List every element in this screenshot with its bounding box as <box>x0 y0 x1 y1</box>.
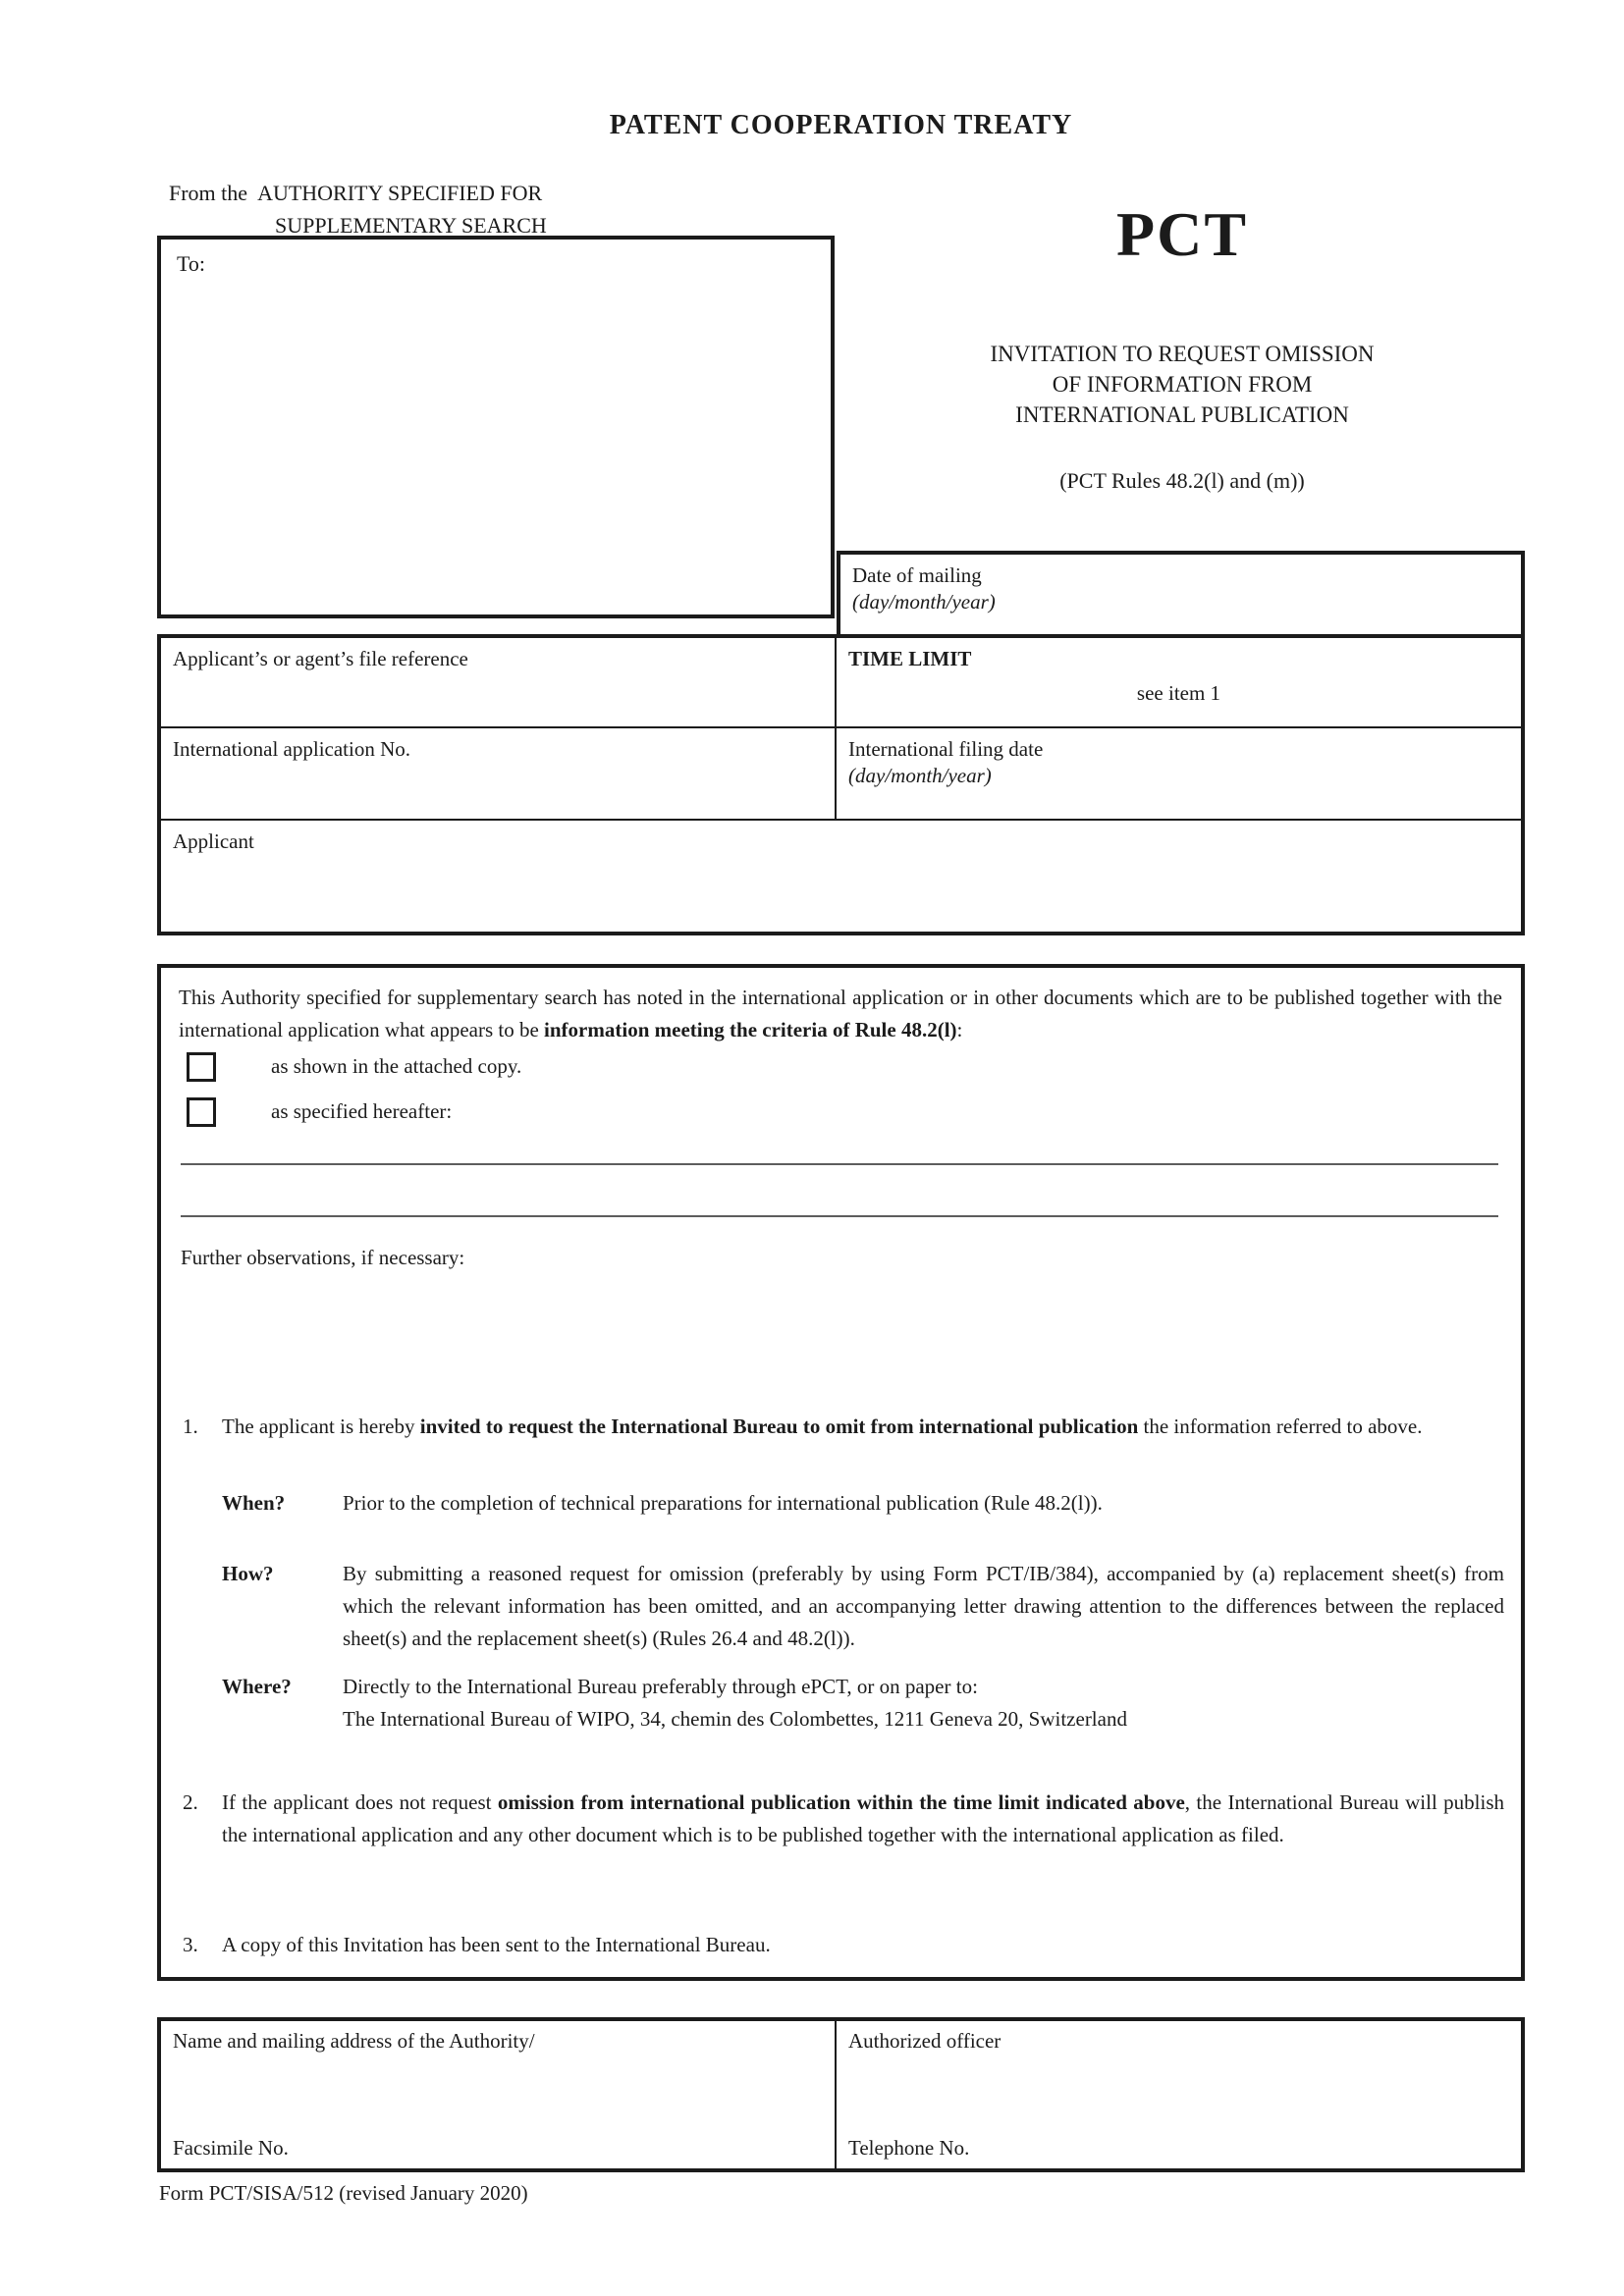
item-3-number: 3. <box>183 1933 198 1956</box>
when-text: Prior to the completion of technical preparations for international publication (Rule 48.2(l)). <box>343 1491 1103 1515</box>
item-3-text: A copy of this Invitation has been sent to the International Bureau. <box>222 1933 771 1956</box>
date-of-mailing-label: Date of mailing <box>852 563 982 587</box>
intro-text-bold: information meeting the criteria of Rule 48.2(l) <box>544 1018 957 1041</box>
to-address-box[interactable] <box>157 236 835 618</box>
signature-box <box>157 2017 1525 2172</box>
when-row <box>222 1487 1504 1520</box>
main-content-box <box>157 964 1525 1981</box>
facsimile-label: Facsimile No. <box>173 2136 289 2160</box>
form-title-line1: INVITATION TO REQUEST OMISSION <box>990 342 1375 366</box>
item-2-number: 2. <box>183 1790 198 1814</box>
international-application-no-cell[interactable] <box>161 728 837 819</box>
authority-name-line1: AUTHORITY SPECIFIED FOR <box>257 181 543 205</box>
intro-paragraph <box>179 982 1502 1046</box>
checkbox-row-attached-copy <box>187 1050 521 1083</box>
item-2-text <box>222 1787 1504 1851</box>
treaty-title: PATENT COOPERATION TREATY <box>609 110 1073 140</box>
form-number-footer: Form PCT/SISA/512 (revised January 2020) <box>159 2181 528 2205</box>
from-prefix: From the <box>169 181 248 205</box>
item-3 <box>183 1929 1504 1961</box>
where-text-line1: Directly to the International Bureau preferably through ePCT, or on paper to: <box>343 1675 978 1698</box>
time-limit-value: see item 1 <box>1136 681 1221 705</box>
item-1-text-pre: The applicant is hereby <box>222 1415 420 1438</box>
checkbox-attached-copy[interactable] <box>187 1052 216 1082</box>
pct-logo: PCT <box>1116 199 1248 269</box>
form-title-line2: OF INFORMATION FROM <box>1052 372 1313 397</box>
authority-address-label: Name and mailing address of the Authority/ <box>173 2029 535 2053</box>
when-label: When? <box>222 1491 286 1515</box>
checkbox-attached-copy-label: as shown in the attached copy. <box>271 1054 522 1078</box>
international-filing-date-cell[interactable] <box>837 728 1521 819</box>
where-text-line2: The International Bureau of WIPO, 34, chemin des Colombettes, 1211 Geneva 20, Switzerland <box>343 1707 1127 1731</box>
authority-address-cell[interactable] <box>161 2021 837 2168</box>
item-1-number: 1. <box>183 1415 198 1438</box>
international-filing-date-label: International filing date <box>848 737 1044 761</box>
blank-fill-in-line-1[interactable] <box>181 1163 1498 1165</box>
checkbox-specified-hereafter-label: as specified hereafter: <box>271 1099 453 1123</box>
telephone-label: Telephone No. <box>848 2136 970 2160</box>
intro-text-post: : <box>956 1018 963 1041</box>
where-label: Where? <box>222 1675 292 1698</box>
how-text: By submitting a reasoned request for omission (preferably by using Form PCT/IB/384), accompanied by (a) replacement sheet(s) from which the relevant information has been omitted, and an accompanying letter drawing attention to the differences between the replaced sheet(s) and the replacement sheet(s) (Rules 26.4 and 48.2(l)). <box>343 1562 1504 1650</box>
blank-fill-in-line-2[interactable] <box>181 1215 1498 1217</box>
further-observations-label: Further observations, if necessary: <box>181 1246 465 1269</box>
form-title-line3: INTERNATIONAL PUBLICATION <box>1015 402 1349 427</box>
international-filing-date-format: (day/month/year) <box>848 764 992 787</box>
where-text <box>343 1671 1504 1735</box>
intro-text-pre: This Authority specified for supplementary search has noted in the international application or in other documents which are to be published together with the international application what appears to be <box>179 986 1502 1041</box>
where-row <box>222 1671 1504 1735</box>
reference-info-table <box>157 634 1525 935</box>
info-table-row-3 <box>161 821 1521 932</box>
checkbox-specified-hereafter[interactable] <box>187 1097 216 1127</box>
item-1-text-post: the information referred to above. <box>1138 1415 1423 1438</box>
applicant-label: Applicant <box>173 829 254 853</box>
form-title <box>839 339 1525 430</box>
time-limit-cell <box>837 638 1521 726</box>
how-row <box>222 1558 1504 1655</box>
item-2-text-post: , the International Bureau will publish the international application and any other document which is to be published together with the international application as filed. <box>222 1790 1505 1846</box>
rules-reference: (PCT Rules 48.2(l) and (m)) <box>1059 468 1305 493</box>
date-of-mailing-format: (day/month/year) <box>852 590 996 614</box>
info-table-row-2 <box>161 728 1521 821</box>
authorized-officer-cell[interactable] <box>837 2021 1521 2168</box>
info-table-row-1 <box>161 638 1521 728</box>
item-1-text-bold: invited to request the International Bureau to omit from international publication <box>419 1415 1139 1438</box>
how-label: How? <box>222 1562 274 1585</box>
time-limit-label: TIME LIMIT <box>848 647 972 670</box>
international-application-no-label: International application No. <box>173 737 411 761</box>
file-reference-cell[interactable] <box>161 638 837 726</box>
item-2 <box>183 1787 1504 1851</box>
applicant-cell[interactable] <box>161 821 1521 932</box>
checkbox-row-specified-hereafter <box>187 1095 452 1128</box>
authorized-officer-label: Authorized officer <box>848 2029 1001 2053</box>
item-2-text-pre: If the applicant does not request <box>222 1790 498 1814</box>
item-2-text-bold: omission from international publication within the time limit indicated above <box>497 1790 1185 1814</box>
file-reference-label: Applicant’s or agent’s file reference <box>173 647 468 670</box>
to-label: To: <box>177 251 206 276</box>
authority-name-line2: SUPPLEMENTARY SEARCH <box>275 213 547 238</box>
date-of-mailing-cell[interactable] <box>837 551 1525 634</box>
item-1-text <box>222 1411 1504 1443</box>
from-authority-block <box>169 177 547 241</box>
item-1 <box>183 1411 1504 1443</box>
